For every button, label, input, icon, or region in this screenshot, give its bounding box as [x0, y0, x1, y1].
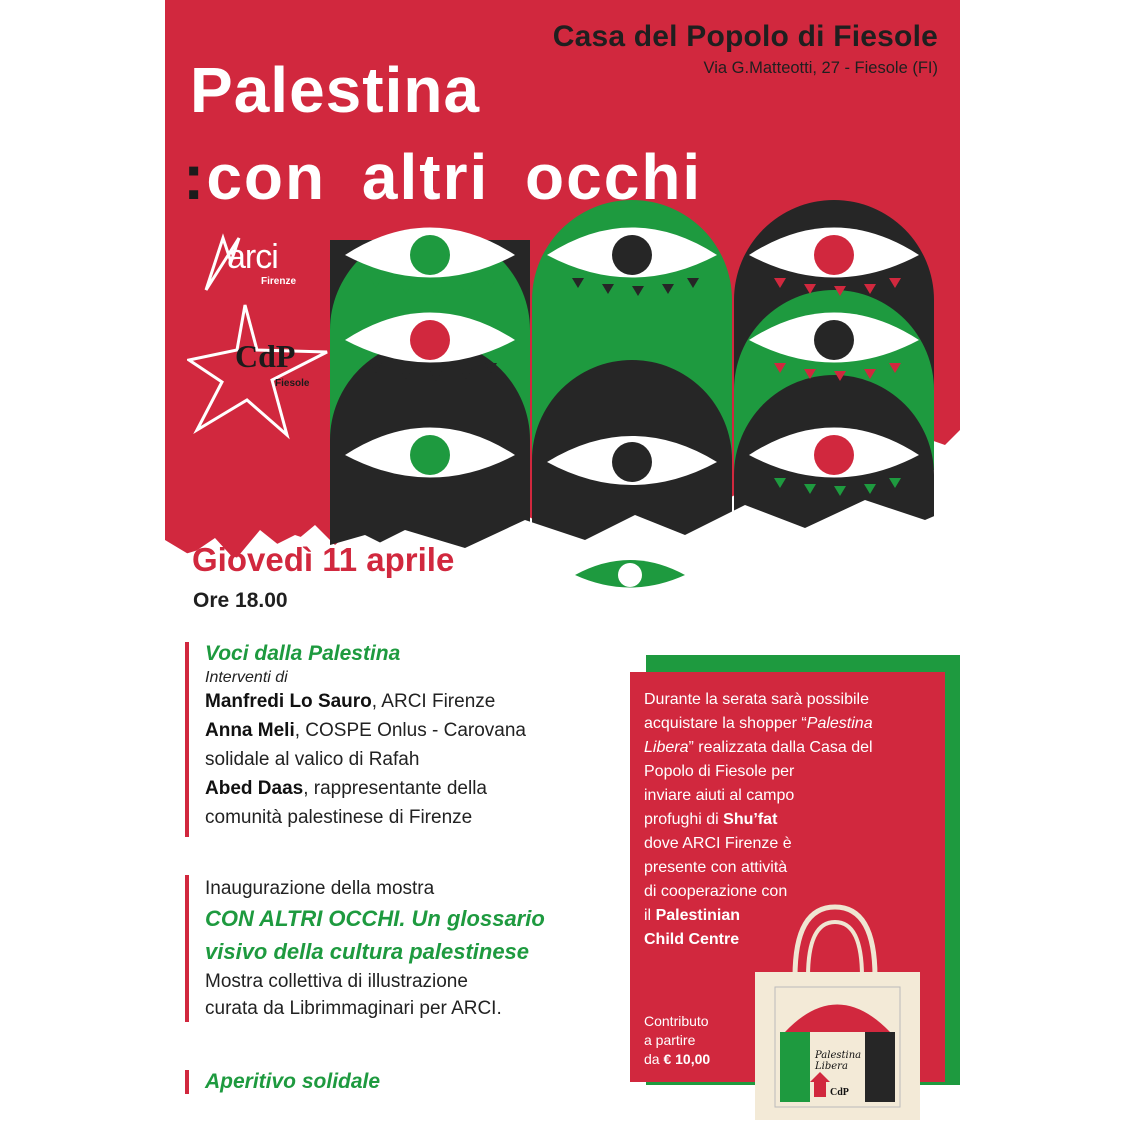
speaker-line	[205, 687, 526, 716]
promo-text: di cooperazione con	[644, 883, 788, 900]
speaker-name: Anna Meli	[205, 720, 295, 741]
bag-logo: CdP	[830, 1087, 849, 1098]
price-prefix: da	[644, 1051, 664, 1067]
promo-bold: Palestinian	[655, 907, 741, 924]
venue-name: Casa del Popolo di Fiesole	[552, 20, 938, 53]
promo-italic: Palestina	[806, 715, 873, 732]
promo-bold: Child Centre	[644, 931, 740, 948]
arci-firenze-logo	[201, 232, 311, 302]
exhibition-heading: Inaugurazione della mostra	[205, 878, 435, 899]
venue-block	[553, 20, 938, 78]
promo-italic: Libera	[644, 739, 689, 756]
price-value: € 10,00	[663, 1051, 711, 1067]
promo-text: Popolo di Fiesole per	[644, 763, 795, 780]
speaker-line	[205, 774, 526, 803]
tote-bag-image	[740, 902, 930, 1122]
arci-subtitle: Firenze	[261, 276, 297, 287]
promo-bold: Shu’fat	[723, 811, 778, 828]
exhibition-desc-1: Mostra collettiva di illustrazione	[205, 971, 468, 992]
promo-line	[644, 808, 874, 832]
promo-text: presente con attività	[644, 859, 788, 876]
promo-line	[644, 760, 874, 784]
speaker-line	[205, 745, 526, 774]
price-block	[644, 1012, 710, 1069]
price-label-2: a partire	[644, 1032, 696, 1048]
title-line-2-text: con altri occhi	[206, 141, 703, 213]
promo-text: dove ARCI Firenze è	[644, 835, 792, 852]
section-exhibition	[185, 875, 545, 1022]
speaker-role: , rappresentante della	[303, 778, 487, 799]
speaker-role: comunità palestinese di Firenze	[205, 807, 473, 828]
event-poster	[165, 0, 960, 1125]
cdp-fiesole-logo	[187, 300, 337, 440]
price-label-1: Contributo	[644, 1013, 709, 1029]
promo-text: profughi di	[644, 811, 724, 828]
promo-text: il	[644, 907, 656, 924]
promo-text: Durante la serata sarà possibile	[644, 691, 870, 708]
cdp-subtitle: Fiesole	[275, 378, 310, 389]
section-voices	[185, 642, 526, 837]
title-line-2	[183, 140, 702, 214]
event-date: Giovedì 11 aprile	[192, 541, 455, 578]
promo-line	[644, 688, 874, 712]
promo-line	[644, 784, 874, 808]
promo-line	[644, 832, 874, 856]
exhibition-desc-2: curata da Librimmaginari per ARCI.	[205, 998, 502, 1019]
speaker-line	[205, 716, 526, 745]
promo-line	[644, 736, 874, 760]
aperitivo-title: Aperitivo solidale	[205, 1070, 381, 1093]
speaker-role: , COSPE Onlus - Carovana	[294, 720, 526, 741]
promo-text: inviare aiuti al campo	[644, 787, 795, 804]
event-time: Ore 18.00	[193, 589, 288, 612]
bag-slogan: Palestina Libera	[815, 1050, 862, 1072]
promo-text: acquistare la shopper “	[644, 715, 807, 732]
title-line-1: Palestina	[190, 54, 481, 126]
price-amount-line	[644, 1050, 710, 1069]
venue-address: Via G.Matteotti, 27 - Fiesole (FI)	[703, 59, 938, 77]
title-colon: :	[183, 141, 207, 213]
arci-wordmark: arci	[227, 238, 278, 276]
exhibition-title-1: CON ALTRI OCCHI. Un glossario	[205, 906, 545, 931]
speaker-role: solidale al valico di Rafah	[205, 749, 420, 770]
exhibition-title-2: visivo della cultura palestinese	[205, 939, 530, 964]
promo-line	[644, 856, 874, 880]
voices-title: Voci dalla Palestina	[205, 642, 401, 665]
speaker-name: Abed Daas	[205, 778, 304, 799]
promo-line	[644, 880, 874, 904]
shopper-promo-card	[630, 672, 945, 1098]
speaker-name: Manfredi Lo Sauro	[205, 691, 372, 712]
section-aperitivo	[185, 1070, 380, 1094]
cdp-wordmark: CdP	[235, 338, 296, 374]
promo-text: ” realizzata dalla Casa del	[688, 739, 873, 756]
promo-line	[644, 712, 874, 736]
speaker-role: , ARCI Firenze	[371, 691, 496, 712]
speaker-line	[205, 803, 526, 832]
voices-subtitle: Interventi di	[205, 669, 288, 686]
